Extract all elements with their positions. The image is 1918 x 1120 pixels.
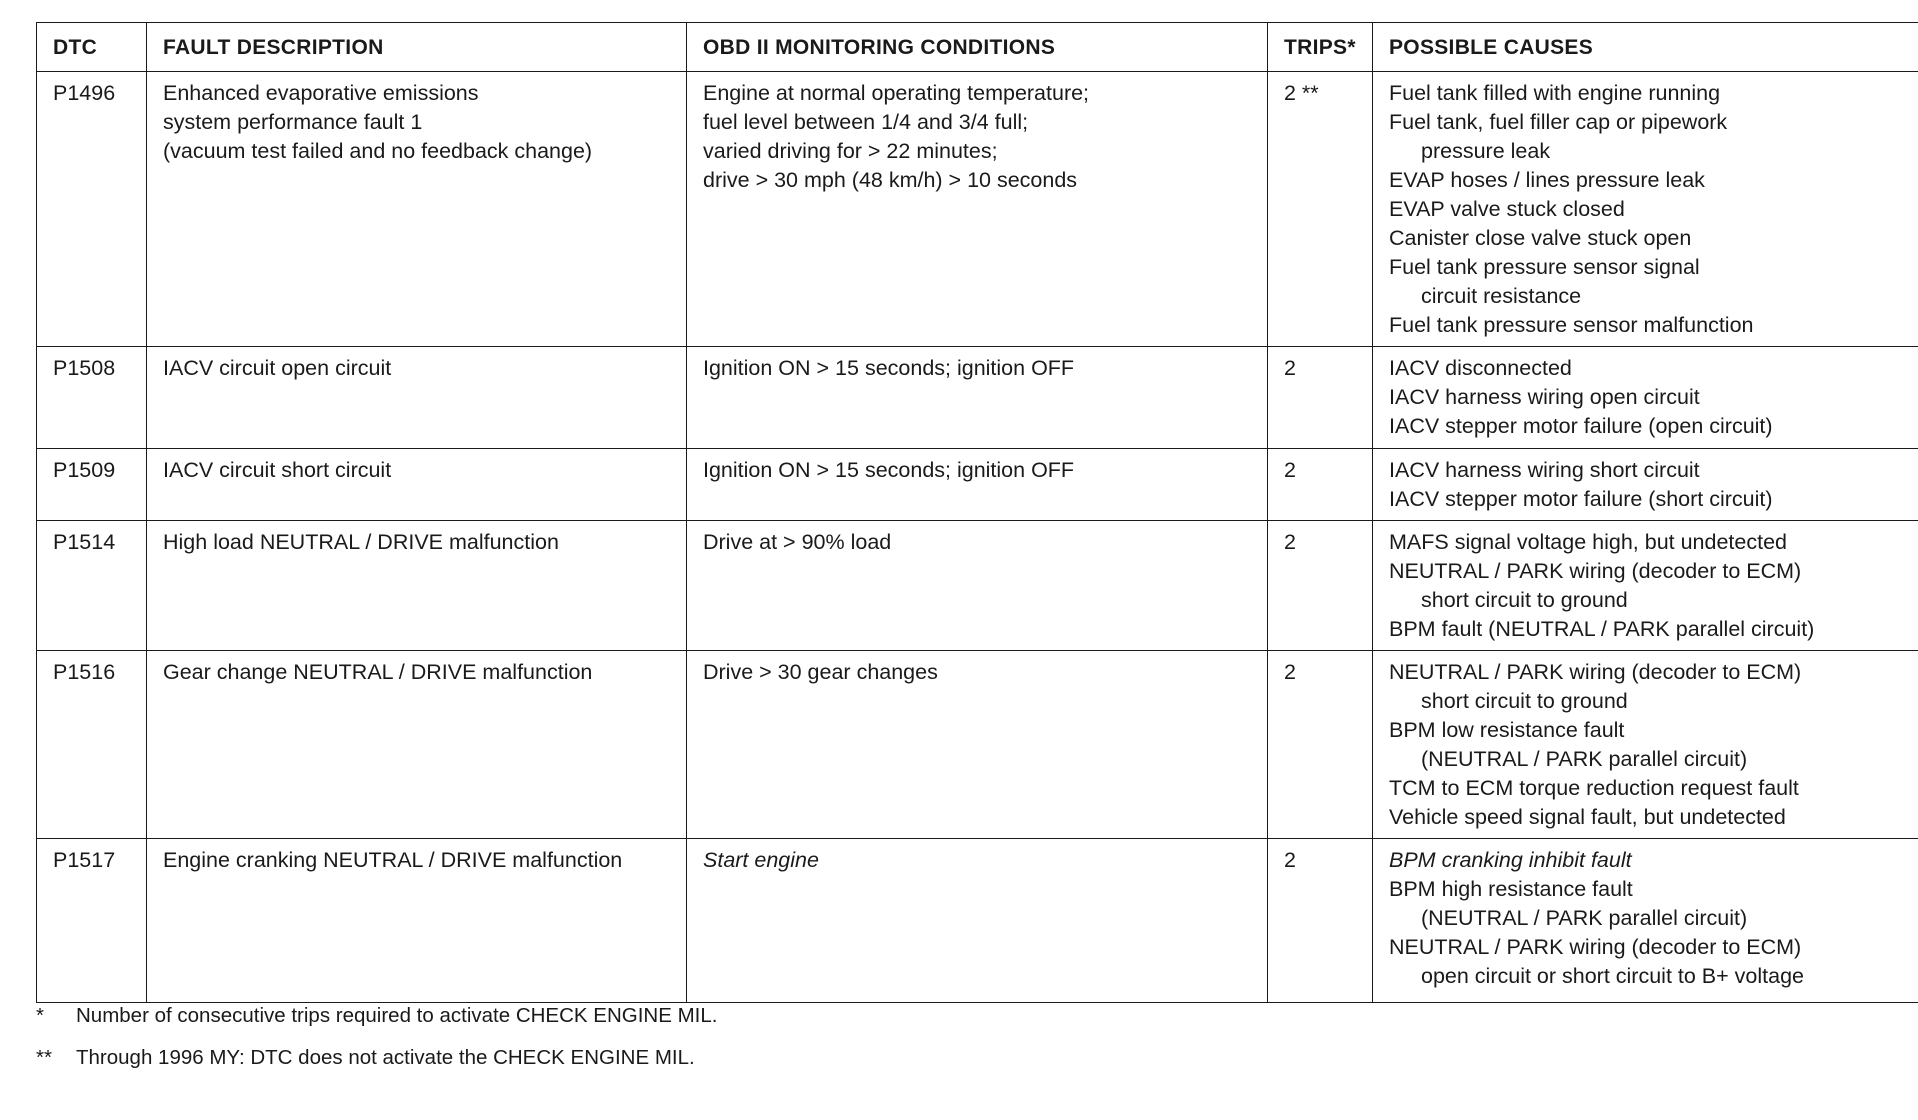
monitoring-conditions-cell [687, 521, 1268, 651]
possible-cause-line: short circuit to ground [1421, 588, 1628, 612]
possible-cause-line: TCM to ECM torque reduction request fault [1389, 776, 1799, 800]
possible-cause-line: circuit resistance [1421, 284, 1582, 308]
table-row [37, 521, 1918, 651]
possible-causes-cell [1373, 72, 1918, 347]
fault-description-line: Enhanced evaporative emissions [163, 81, 479, 105]
possible-cause-line: open circuit or short circuit to B+ voltage [1421, 964, 1805, 988]
monitoring-condition-line: Start engine [703, 848, 819, 872]
trips-cell [1268, 72, 1373, 347]
dtc-cell [37, 72, 147, 347]
trips-cell [1268, 521, 1373, 651]
possible-cause-line: BPM low resistance fault [1389, 718, 1625, 742]
trips-value: 2 [1284, 356, 1296, 380]
possible-cause-line: (NEUTRAL / PARK parallel circuit) [1421, 906, 1748, 930]
trips-value: 2 ** [1284, 81, 1319, 105]
dtc-cell [37, 651, 147, 839]
monitoring-conditions-cell [687, 347, 1268, 449]
monitoring-condition-line: fuel level between 1/4 and 3/4 full; [703, 110, 1029, 134]
table-header-row [37, 23, 1918, 72]
possible-cause-line: Vehicle speed signal fault, but undetected [1389, 805, 1786, 829]
dtc-cell [37, 347, 147, 449]
footnote-trips [36, 1003, 717, 1029]
fault-description-cell [147, 651, 687, 839]
possible-causes-cell [1373, 651, 1918, 839]
dtc-code: P1496 [53, 81, 116, 105]
possible-cause-line: NEUTRAL / PARK wiring (decoder to ECM) [1389, 935, 1802, 959]
monitoring-condition-line: Ignition ON > 15 seconds; ignition OFF [703, 458, 1075, 482]
header-fault-description: FAULT DESCRIPTION [147, 23, 687, 72]
table-row [37, 449, 1918, 521]
monitoring-condition-line: Ignition ON > 15 seconds; ignition OFF [703, 356, 1075, 380]
fault-description-line: High load NEUTRAL / DRIVE malfunction [163, 530, 559, 554]
monitoring-condition-line: Drive > 30 gear changes [703, 660, 938, 684]
possible-cause-line: Canister close valve stuck open [1389, 226, 1692, 250]
fault-description-cell [147, 839, 687, 1003]
possible-causes-cell [1373, 521, 1918, 651]
possible-cause-line: NEUTRAL / PARK wiring (decoder to ECM) [1389, 559, 1802, 583]
monitoring-conditions-cell [687, 72, 1268, 347]
possible-cause-line: Fuel tank, fuel filler cap or pipework [1389, 110, 1728, 134]
footnote-model-year [36, 1045, 695, 1071]
table-body [37, 72, 1918, 1003]
possible-cause-line: short circuit to ground [1421, 689, 1628, 713]
dtc-code: P1517 [53, 848, 116, 872]
possible-cause-line: IACV harness wiring short circuit [1389, 458, 1700, 482]
trips-value: 2 [1284, 848, 1296, 872]
fault-description-cell [147, 72, 687, 347]
possible-cause-line: MAFS signal voltage high, but undetected [1389, 530, 1788, 554]
fault-description-line: IACV circuit open circuit [163, 356, 392, 380]
possible-cause-line: (NEUTRAL / PARK parallel circuit) [1421, 747, 1748, 771]
fault-description-cell [147, 449, 687, 521]
table-row [37, 347, 1918, 449]
possible-cause-line: Fuel tank filled with engine running [1389, 81, 1721, 105]
possible-cause-line: BPM fault (NEUTRAL / PARK parallel circuit) [1389, 617, 1815, 641]
possible-cause-line: IACV disconnected [1389, 356, 1572, 380]
monitoring-condition-line: Engine at normal operating temperature; [703, 81, 1090, 105]
header-dtc: DTC [37, 23, 147, 72]
dtc-cell [37, 521, 147, 651]
possible-cause-line: pressure leak [1421, 139, 1551, 163]
fault-description-line: Engine cranking NEUTRAL / DRIVE malfunction [163, 848, 623, 872]
header-trips: TRIPS* [1268, 23, 1373, 72]
possible-cause-line: IACV harness wiring open circuit [1389, 385, 1700, 409]
possible-causes-cell [1373, 449, 1918, 521]
dtc-cell [37, 839, 147, 1003]
dtc-cell [37, 449, 147, 521]
fault-description-line: Gear change NEUTRAL / DRIVE malfunction [163, 660, 593, 684]
footnote-mark: * [36, 1004, 44, 1027]
possible-causes-cell [1373, 347, 1918, 449]
trips-value: 2 [1284, 660, 1296, 684]
trips-cell [1268, 449, 1373, 521]
fault-description-cell [147, 347, 687, 449]
fault-description-line: IACV circuit short circuit [163, 458, 392, 482]
table-row [37, 72, 1918, 347]
monitoring-condition-line: Drive at > 90% load [703, 530, 892, 554]
possible-cause-line: BPM high resistance fault [1389, 877, 1633, 901]
trips-cell [1268, 839, 1373, 1003]
monitoring-conditions-cell [687, 839, 1268, 1003]
footnote-text: Through 1996 MY: DTC does not activate the CHECK ENGINE MIL. [76, 1046, 695, 1069]
trips-value: 2 [1284, 458, 1296, 482]
possible-cause-line: Fuel tank pressure sensor signal [1389, 255, 1700, 279]
table-row [37, 839, 1918, 1003]
footnote-text: Number of consecutive trips required to activate CHECK ENGINE MIL. [76, 1004, 718, 1027]
dtc-code: P1516 [53, 660, 116, 684]
fault-description-line: (vacuum test failed and no feedback change) [163, 139, 593, 163]
dtc-code: P1514 [53, 530, 116, 554]
header-monitoring-conditions: OBD II MONITORING CONDITIONS [687, 23, 1268, 72]
dtc-code: P1508 [53, 356, 116, 380]
table-row [37, 651, 1918, 839]
trips-value: 2 [1284, 530, 1296, 554]
fault-code-table [36, 22, 1918, 1003]
monitoring-conditions-cell [687, 651, 1268, 839]
dtc-code: P1509 [53, 458, 116, 482]
possible-cause-line: IACV stepper motor failure (short circuit) [1389, 487, 1773, 511]
monitoring-conditions-cell [687, 449, 1268, 521]
trips-cell [1268, 651, 1373, 839]
possible-cause-line: Fuel tank pressure sensor malfunction [1389, 313, 1754, 337]
fault-description-line: system performance fault 1 [163, 110, 423, 134]
trips-cell [1268, 347, 1373, 449]
possible-cause-line: BPM cranking inhibit fault [1389, 848, 1632, 872]
possible-causes-cell [1373, 839, 1918, 1003]
possible-cause-line: EVAP hoses / lines pressure leak [1389, 168, 1705, 192]
possible-cause-line: NEUTRAL / PARK wiring (decoder to ECM) [1389, 660, 1802, 684]
footnote-mark: ** [36, 1046, 52, 1069]
header-possible-causes: POSSIBLE CAUSES [1373, 23, 1918, 72]
fault-description-cell [147, 521, 687, 651]
monitoring-condition-line: drive > 30 mph (48 km/h) > 10 seconds [703, 168, 1078, 192]
monitoring-condition-line: varied driving for > 22 minutes; [703, 139, 998, 163]
possible-cause-line: IACV stepper motor failure (open circuit) [1389, 414, 1773, 438]
possible-cause-line: EVAP valve stuck closed [1389, 197, 1625, 221]
